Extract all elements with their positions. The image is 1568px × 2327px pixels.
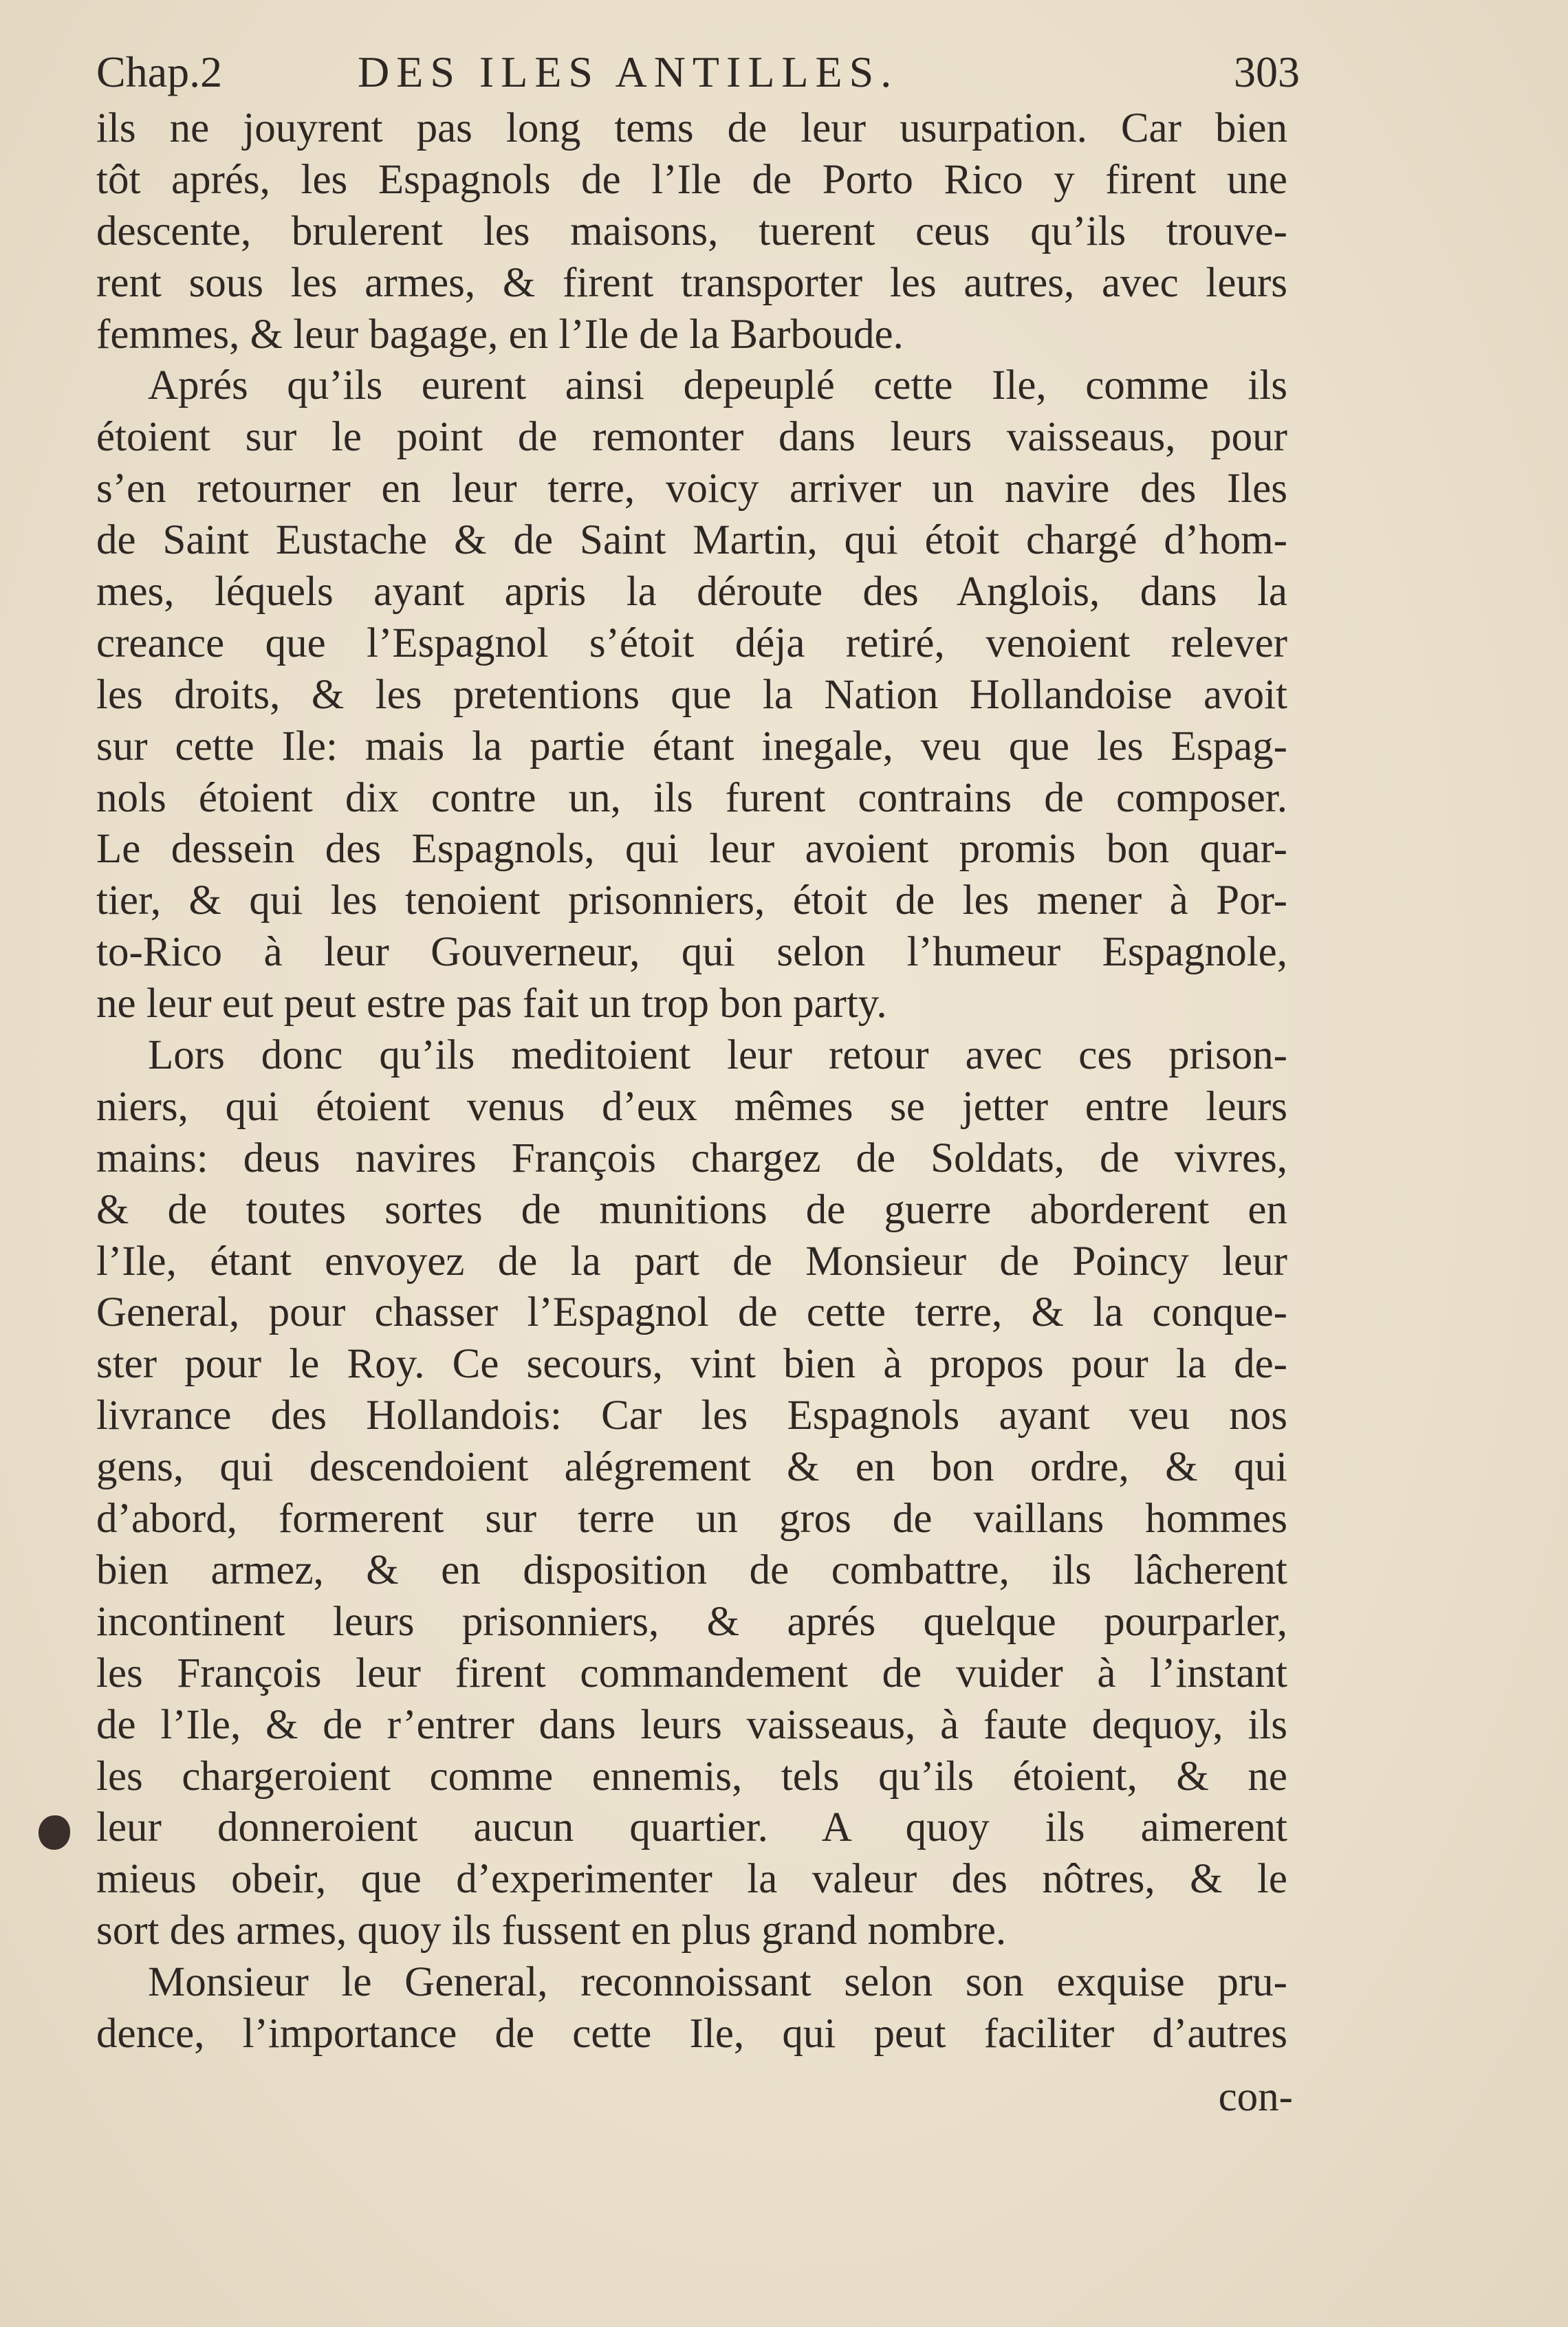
- page-header: [96, 41, 1300, 103]
- text-line: bien armez, & en disposition de combattre, ils lâcherent: [96, 1547, 1287, 1593]
- text-line: mieus obeir, que d’experimenter la valeur des nôtres, & le: [96, 1856, 1287, 1903]
- text-line: mains: deus navires François chargez de Soldats, de vivres,: [96, 1135, 1287, 1181]
- text-line: l’Ile, étant envoyez de la part de Monsieur de Poincy leur: [96, 1238, 1287, 1285]
- text-line: étoient sur le point de remonter dans leurs vaisseaus, pour: [96, 414, 1287, 461]
- text-line: femmes, & leur bagage, en l’Ile de la Barboude.: [96, 311, 904, 358]
- text-line: dence, l’importance de cette Ile, qui peut faciliter d’autres: [96, 2010, 1287, 2057]
- text-line: & de toutes sortes de munitions de guerre aborderent en: [96, 1186, 1287, 1233]
- text-line: creance que l’Espagnol s’étoit déja retiré, venoient relever: [96, 620, 1287, 666]
- text-line: descente, brulerent les maisons, tuerent ceus qu’ils trouve-: [96, 208, 1287, 254]
- text-line: tôt aprés, les Espagnols de l’Ile de Porto Rico y firent une: [96, 156, 1287, 203]
- text-line: to-Rico à leur Gouverneur, qui selon l’humeur Espagnole,: [96, 929, 1287, 976]
- text-line: tier, & qui les tenoient prisonniers, étoit de les mener à Por-: [96, 877, 1287, 924]
- catchword: con-: [1218, 2074, 1293, 2120]
- text-line: mes, léquels ayant apris la déroute des Anglois, dans la: [96, 569, 1287, 615]
- text-line: Le dessein des Espagnols, qui leur avoient promis bon quar-: [96, 826, 1287, 873]
- chapter-label: Chap.2: [96, 47, 223, 96]
- text-line: s’en retourner en leur terre, voicy arriver un navire des Iles: [96, 466, 1287, 512]
- ink-blot: [39, 1815, 70, 1850]
- text-line: sur cette Ile: mais la partie étant inegale, veu que les Espag-: [96, 723, 1287, 769]
- text-line: de Saint Eustache & de Saint Martin, qui étoit chargé d’hom-: [96, 517, 1287, 564]
- text-line: gens, qui descendoient alégrement & en bon ordre, & qui: [96, 1444, 1287, 1491]
- running-title: DES ILES ANTILLES.: [358, 47, 899, 96]
- text-line: General, pour chasser l’Espagnol de cette terre, & la conque-: [96, 1289, 1287, 1336]
- text-line: ster pour le Roy. Ce secours, vint bien à propos pour la de-: [96, 1341, 1287, 1388]
- text-line: de l’Ile, & de r’entrer dans leurs vaisseaus, à faute dequoy, ils: [96, 1701, 1287, 1748]
- text-line: les droits, & les pretentions que la Nation Hollandoise avoit: [96, 671, 1287, 718]
- text-line: niers, qui étoient venus d’eux mêmes se jetter entre leurs: [96, 1083, 1287, 1130]
- text-line: Aprés qu’ils eurent ainsi depeuplé cette Ile, comme ils: [148, 362, 1287, 409]
- text-line: Lors donc qu’ils meditoient leur retour avec ces prison-: [148, 1032, 1287, 1079]
- text-line: leur donneroient aucun quartier. A quoy ils aimerent: [96, 1804, 1287, 1851]
- text-line: livrance des Hollandois: Car les Espagnols ayant veu nos: [96, 1392, 1287, 1439]
- text-line: sort des armes, quoy ils fussent en plus grand nombre.: [96, 1908, 1007, 1954]
- text-line: d’abord, formerent sur terre un gros de vaillans hommes: [96, 1496, 1287, 1542]
- text-line: ne leur eut peut estre pas fait un trop bon party.: [96, 981, 887, 1027]
- text-line: les chargeroient comme ennemis, tels qu’ils étoient, & ne: [96, 1753, 1287, 1800]
- text-line: ils ne jouyrent pas long tems de leur usurpation. Car bien: [96, 105, 1287, 151]
- body-text: [96, 103, 1287, 2060]
- text-line: les François leur firent commandement de vuider à l’instant: [96, 1650, 1287, 1696]
- text-line: rent sous les armes, & firent transporter les autres, avec leurs: [96, 259, 1287, 306]
- text-line: incontinent leurs prisonniers, & aprés quelque pourparler,: [96, 1598, 1287, 1645]
- text-line: nols étoient dix contre un, ils furent contrains de composer.: [96, 774, 1287, 821]
- text-line: Monsieur le General, reconnoissant selon son exquise pru-: [148, 1959, 1287, 2006]
- page-number: 303: [1234, 47, 1300, 96]
